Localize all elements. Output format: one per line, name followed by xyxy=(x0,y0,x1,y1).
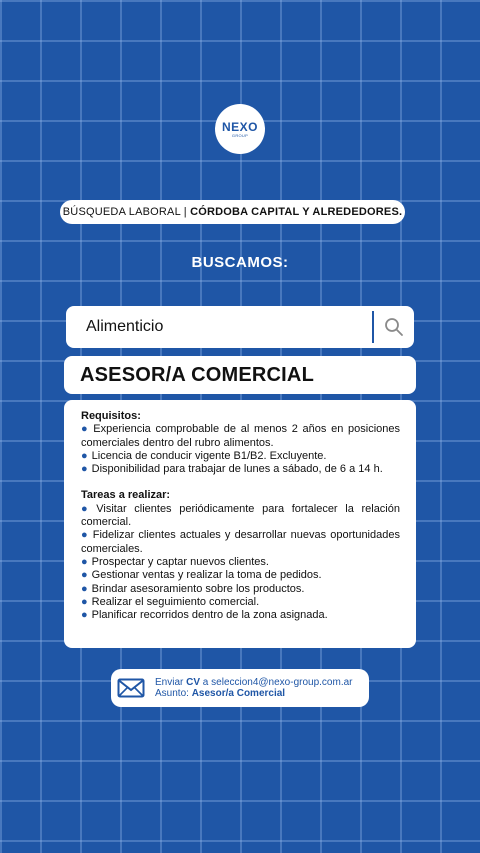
list-item xyxy=(81,463,400,476)
bullet-icon: ● xyxy=(81,529,89,542)
list-item xyxy=(81,529,400,556)
contact-subject-label: Asunto: xyxy=(155,688,192,699)
banner-prefix: BÚSQUEDA LABORAL | xyxy=(62,206,191,218)
mail-icon xyxy=(117,678,145,698)
bullet-icon: ● xyxy=(81,595,88,608)
bullet-icon: ● xyxy=(81,463,88,476)
task-text: Visitar clientes periódicamente para fortalecer la relación comercial. xyxy=(81,502,400,529)
list-item xyxy=(81,583,400,596)
contact-to-label: a xyxy=(200,677,212,688)
contact-send-label: Enviar xyxy=(155,677,187,688)
requirement-text: Disponibilidad para trabajar de lunes a sábado, de 6 a 14 h. xyxy=(91,463,383,476)
bullet-icon: ● xyxy=(81,555,88,568)
job-search-banner xyxy=(60,200,405,224)
tasks-list xyxy=(81,503,400,623)
bullet-icon: ● xyxy=(81,423,90,436)
list-item xyxy=(81,596,400,609)
list-item xyxy=(81,423,400,450)
contact-subject-value: Asesor/a Comercial xyxy=(191,688,286,699)
list-item xyxy=(81,450,400,463)
logo xyxy=(215,104,265,154)
contact-email-link[interactable]: seleccion4@nexo-group.com.ar xyxy=(211,677,353,688)
bullet-icon: ● xyxy=(81,449,88,462)
bullet-icon: ● xyxy=(81,582,88,595)
position-title: ASESOR/A COMERCIAL xyxy=(64,356,416,394)
task-text: Fidelizar clientes actuales y desarrollar nuevas oportunidades comerciales. xyxy=(81,529,400,555)
requirements-title: Requisitos: xyxy=(81,410,141,422)
search-bar[interactable] xyxy=(66,306,414,348)
task-text: Brindar asesoramiento sobre los productos. xyxy=(91,582,305,595)
list-item xyxy=(81,569,400,582)
contact-line-subject xyxy=(155,688,353,699)
list-item xyxy=(81,556,400,569)
contact-line-email xyxy=(155,677,353,688)
contact-cv-label: CV xyxy=(186,677,201,688)
bullet-icon: ● xyxy=(81,569,88,582)
search-input[interactable]: Alimenticio xyxy=(86,318,164,335)
logo-sub: GROUP xyxy=(231,132,249,138)
logo-word: NEXO xyxy=(221,119,258,134)
job-details-card xyxy=(64,400,416,648)
requirement-text: Licencia de conducir vigente B1/B2. Excluyente. xyxy=(91,449,327,462)
task-text: Planificar recorridos dentro de la zona asignada. xyxy=(91,609,328,622)
task-text: Prospectar y captar nuevos clientes. xyxy=(91,555,269,568)
list-item xyxy=(81,503,400,530)
page-heading: BUSCAMOS: xyxy=(191,254,289,271)
bullet-icon: ● xyxy=(81,609,88,622)
search-icon[interactable] xyxy=(374,306,414,348)
requirements-list xyxy=(81,423,400,476)
task-text: Realizar el seguimiento comercial. xyxy=(91,595,260,608)
requirement-text: Experiencia comprobable de al menos 2 años en posiciones comerciales dentro del rubro alimentos. xyxy=(81,423,400,449)
list-item xyxy=(81,609,400,622)
bullet-icon: ● xyxy=(81,502,93,515)
contact-box[interactable] xyxy=(111,669,369,707)
banner-location: CÓRDOBA CAPITAL Y ALREDEDORES. xyxy=(190,206,403,218)
tasks-title: Tareas a realizar: xyxy=(81,489,171,502)
task-text: Gestionar ventas y realizar la toma de pedidos. xyxy=(91,569,322,582)
contact-text xyxy=(155,677,353,699)
